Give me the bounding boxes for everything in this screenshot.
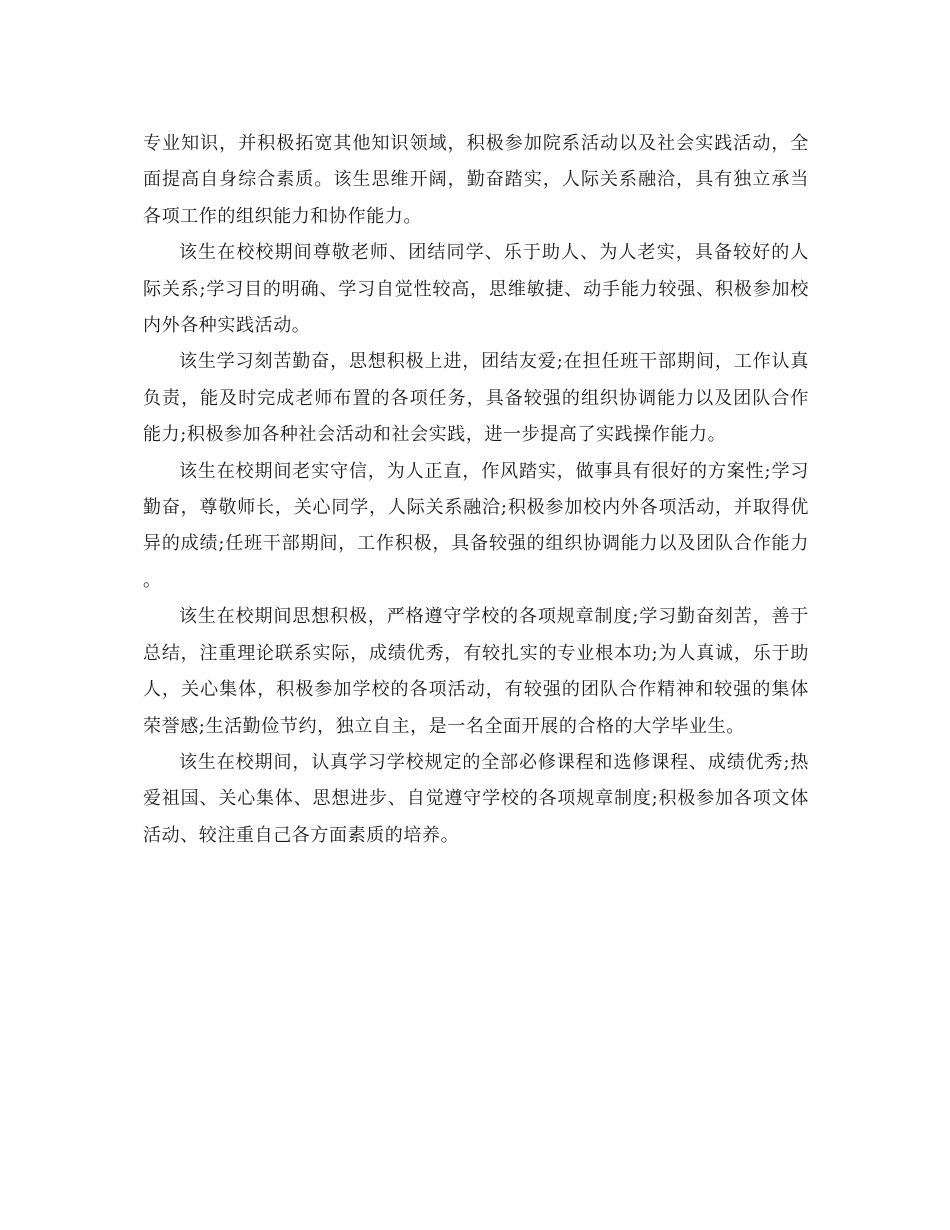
paragraph-4: 该生在校期间老实守信，为人正直，作风踏实，做事具有很好的方案性;学习勤奋，尊敬师长，关心同学，人际关系融洽;积极参加校内外各项活动，并取得优异的成绩;任班干部期间，工作积极，具备较强的组织协调能力以及团队合作能力。 xyxy=(143,460,809,591)
paragraph-1-continued: 专业知识，并积极拓宽其他知识领域，积极参加院系活动以及社会实践活动，全面提高自身综合素质。该生思维开阔，勤奋踏实，人际关系融洽，具有独立承当各项工作的组织能力和协作能力。 xyxy=(143,133,809,227)
paragraph-2: 该生在校校期间尊敬老师、团结同学、乐于助人、为人老实，具备较好的人际关系;学习目的明确、学习自觉性较高，思维敏捷、动手能力较强、积极参加校内外各种实践活动。 xyxy=(143,242,809,337)
document-page xyxy=(143,126,809,854)
paragraph-6: 该生在校期间，认真学习学校规定的全部必修课程和选修课程、成绩优秀;热爱祖国、关心集体、思想进步、自觉遵守学校的各项规章制度;积极参加各项文体活动、较注重自己各方面素质的培养。 xyxy=(143,751,809,846)
paragraph-3: 该生学习刻苦勤奋，思想积极上进，团结友爱;在担任班干部期间，工作认真负责，能及时完成老师布置的各项任务，具备较强的组织协调能力以及团队合作能力;积极参加各种社会活动和社会实践，进一步提高了实践操作能力。 xyxy=(143,351,809,446)
paragraph-5: 该生在校期间思想积极，严格遵守学校的各项规章制度;学习勤奋刻苦，善于总结，注重理论联系实际，成绩优秀，有较扎实的专业根本功;为人真诚，乐于助人，关心集体，积极参加学校的各项活动，有较强的团队合作精神和较强的集体荣誉感;生活勤俭节约，独立自主，是一名全面开展的合格的大学毕业生。 xyxy=(143,606,809,737)
